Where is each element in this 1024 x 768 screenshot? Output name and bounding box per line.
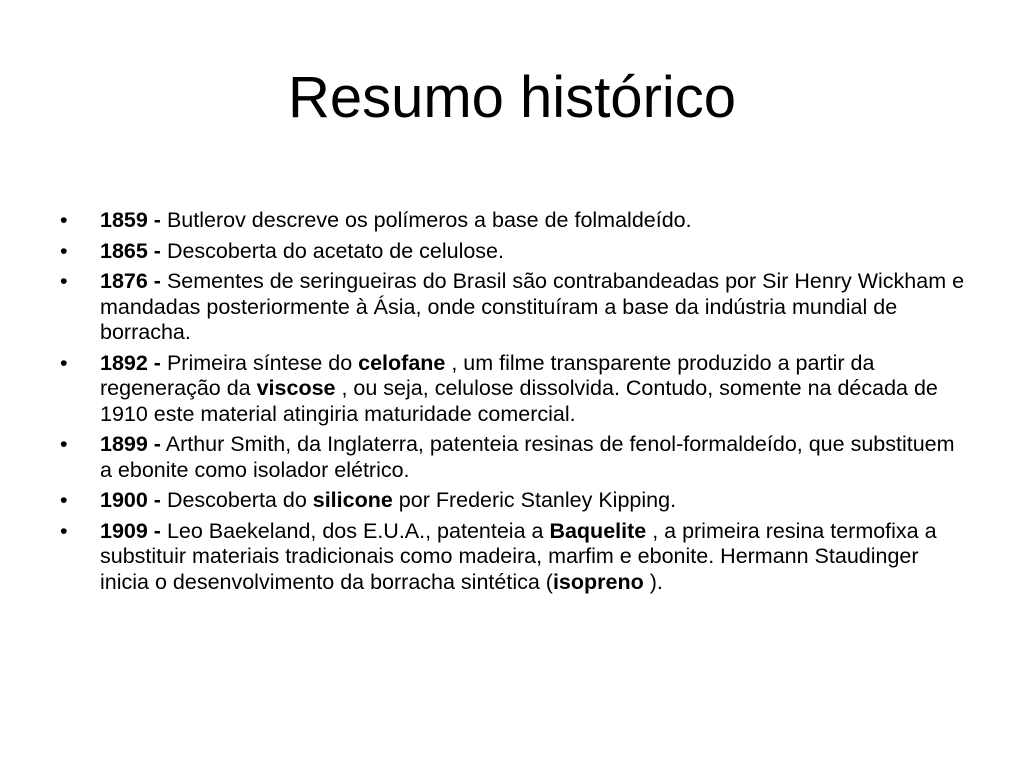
item-text: ). <box>643 569 663 594</box>
bullet-icon: • <box>60 488 68 512</box>
item-text: , um filme transparente produzido a partir da regeneração da <box>100 350 875 400</box>
term-isopreno: isopreno <box>552 569 644 594</box>
list-item <box>60 519 970 596</box>
item-text: por Frederic Stanley Kipping. <box>392 488 677 512</box>
item-text: Arthur Smith, da Inglaterra, patenteia resinas de fenol-formaldeído, que substituem a ebonite como isolador elétrico. <box>100 432 955 482</box>
list-item <box>60 239 970 265</box>
item-year: 1909 - <box>100 518 161 543</box>
item-year: 1899 - <box>100 432 161 456</box>
item-text: Sementes de seringueiras do Brasil são contrabandeadas por Sir Henry Wickham e mandadas posteriormente à Ásia, onde constituíram a base da indústria mundial de borracha. <box>100 269 965 344</box>
item-text: , ou seja, celulose dissolvida. Contudo, somente na década de 1910 este material atingiria maturidade comercial. <box>100 376 938 426</box>
term-silicone: silicone <box>312 488 393 512</box>
list-item <box>60 208 970 234</box>
item-year: 1876 - <box>100 269 161 293</box>
list-item <box>60 488 970 514</box>
item-year: 1900 - <box>100 488 161 512</box>
slide-title: Resumo histórico <box>287 65 737 130</box>
bullet-list <box>60 208 970 600</box>
item-text: Primeira síntese do <box>160 350 359 375</box>
bullet-icon: • <box>60 518 68 543</box>
bullet-icon: • <box>60 432 68 456</box>
item-text: Descoberta do <box>160 488 313 512</box>
item-text: Leo Baekeland, dos E.U.A., patenteia a <box>160 518 550 543</box>
list-item <box>60 432 970 483</box>
bullet-icon: • <box>60 238 68 263</box>
item-text: Butlerov descreve os polímeros a base de folmaldeído. <box>160 208 692 232</box>
item-text: Descoberta do acetato de celulose. <box>160 238 504 263</box>
item-text: , a primeira resina termofixa a substituir materiais tradicionais como madeira, marfim e ebonite. Hermann Staudinger inicia o desenvolvimento da borracha sintética ( <box>100 518 937 594</box>
bullet-icon: • <box>60 269 68 293</box>
list-item <box>60 269 970 346</box>
term-viscose: viscose <box>256 376 336 400</box>
list-item <box>60 351 970 428</box>
term-celofane: celofane <box>358 350 446 375</box>
bullet-icon: • <box>60 350 68 375</box>
item-year: 1859 - <box>100 208 161 232</box>
item-year: 1892 - <box>100 350 161 375</box>
term-baquelite: Baquelite <box>549 518 647 543</box>
bullet-icon: • <box>60 208 68 232</box>
item-year: 1865 - <box>100 238 161 263</box>
